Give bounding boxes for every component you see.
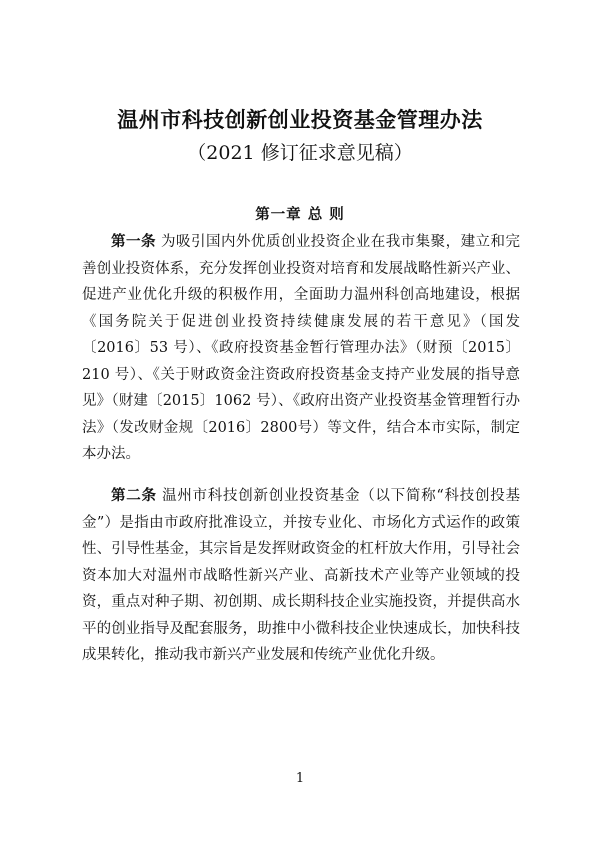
article-1-label: 第一条 (111, 234, 156, 250)
article-2 (82, 483, 520, 669)
article-1 (82, 229, 520, 468)
document-title: 温州市科技创新创业投资基金管理办法 (117, 107, 483, 132)
document-subtitle: （2021 修订征求意见稿） (187, 142, 413, 164)
chapter-heading: 第一章 总 则 (255, 207, 345, 223)
article-1-text: 为吸引国内外优质创业投资企业在我市集聚，建立和完善创业投资体系，充分发挥创业投资对培育和发展战略性新兴产业、促进产业优化升级的积极作用，全面助力温州科创高地建设，根据《国务院关于促进创业投资持续健康发展的若干意见》（国发〔2016〕53 号）、《政府投资基金暂行管理办法》（财预〔2015〕210 号）、《关于财政资金注资政府投资基金支持产业发展的指导意见》（财建〔2015〕1062 号）、《政府出资产业投资基金管理暂行办法》（发改财金规〔2016〕2800号）等文件，结合本市实际，制定本办法。 (82, 234, 521, 462)
page-number: 1 (295, 771, 305, 786)
article-2-text: 温州市科技创新创业投资基金（以下简称“科技创投基金”）是指由市政府批准设立，并按专业化、市场化方式运作的政策性、引导性基金，其宗旨是发挥财政资金的杠杆放大作用，引导社会资本加大对温州市战略性新兴产业、高新技术产业等产业领域的投资，重点对种子期、初创期、成长期科技企业实施投资，并提供高水平的创业指导及配套服务，助推中小微科技企业快速成长，加快科技成果转化，推动我市新兴产业发展和传统产业优化升级。 (82, 488, 520, 663)
article-2-label: 第二条 (111, 488, 157, 504)
